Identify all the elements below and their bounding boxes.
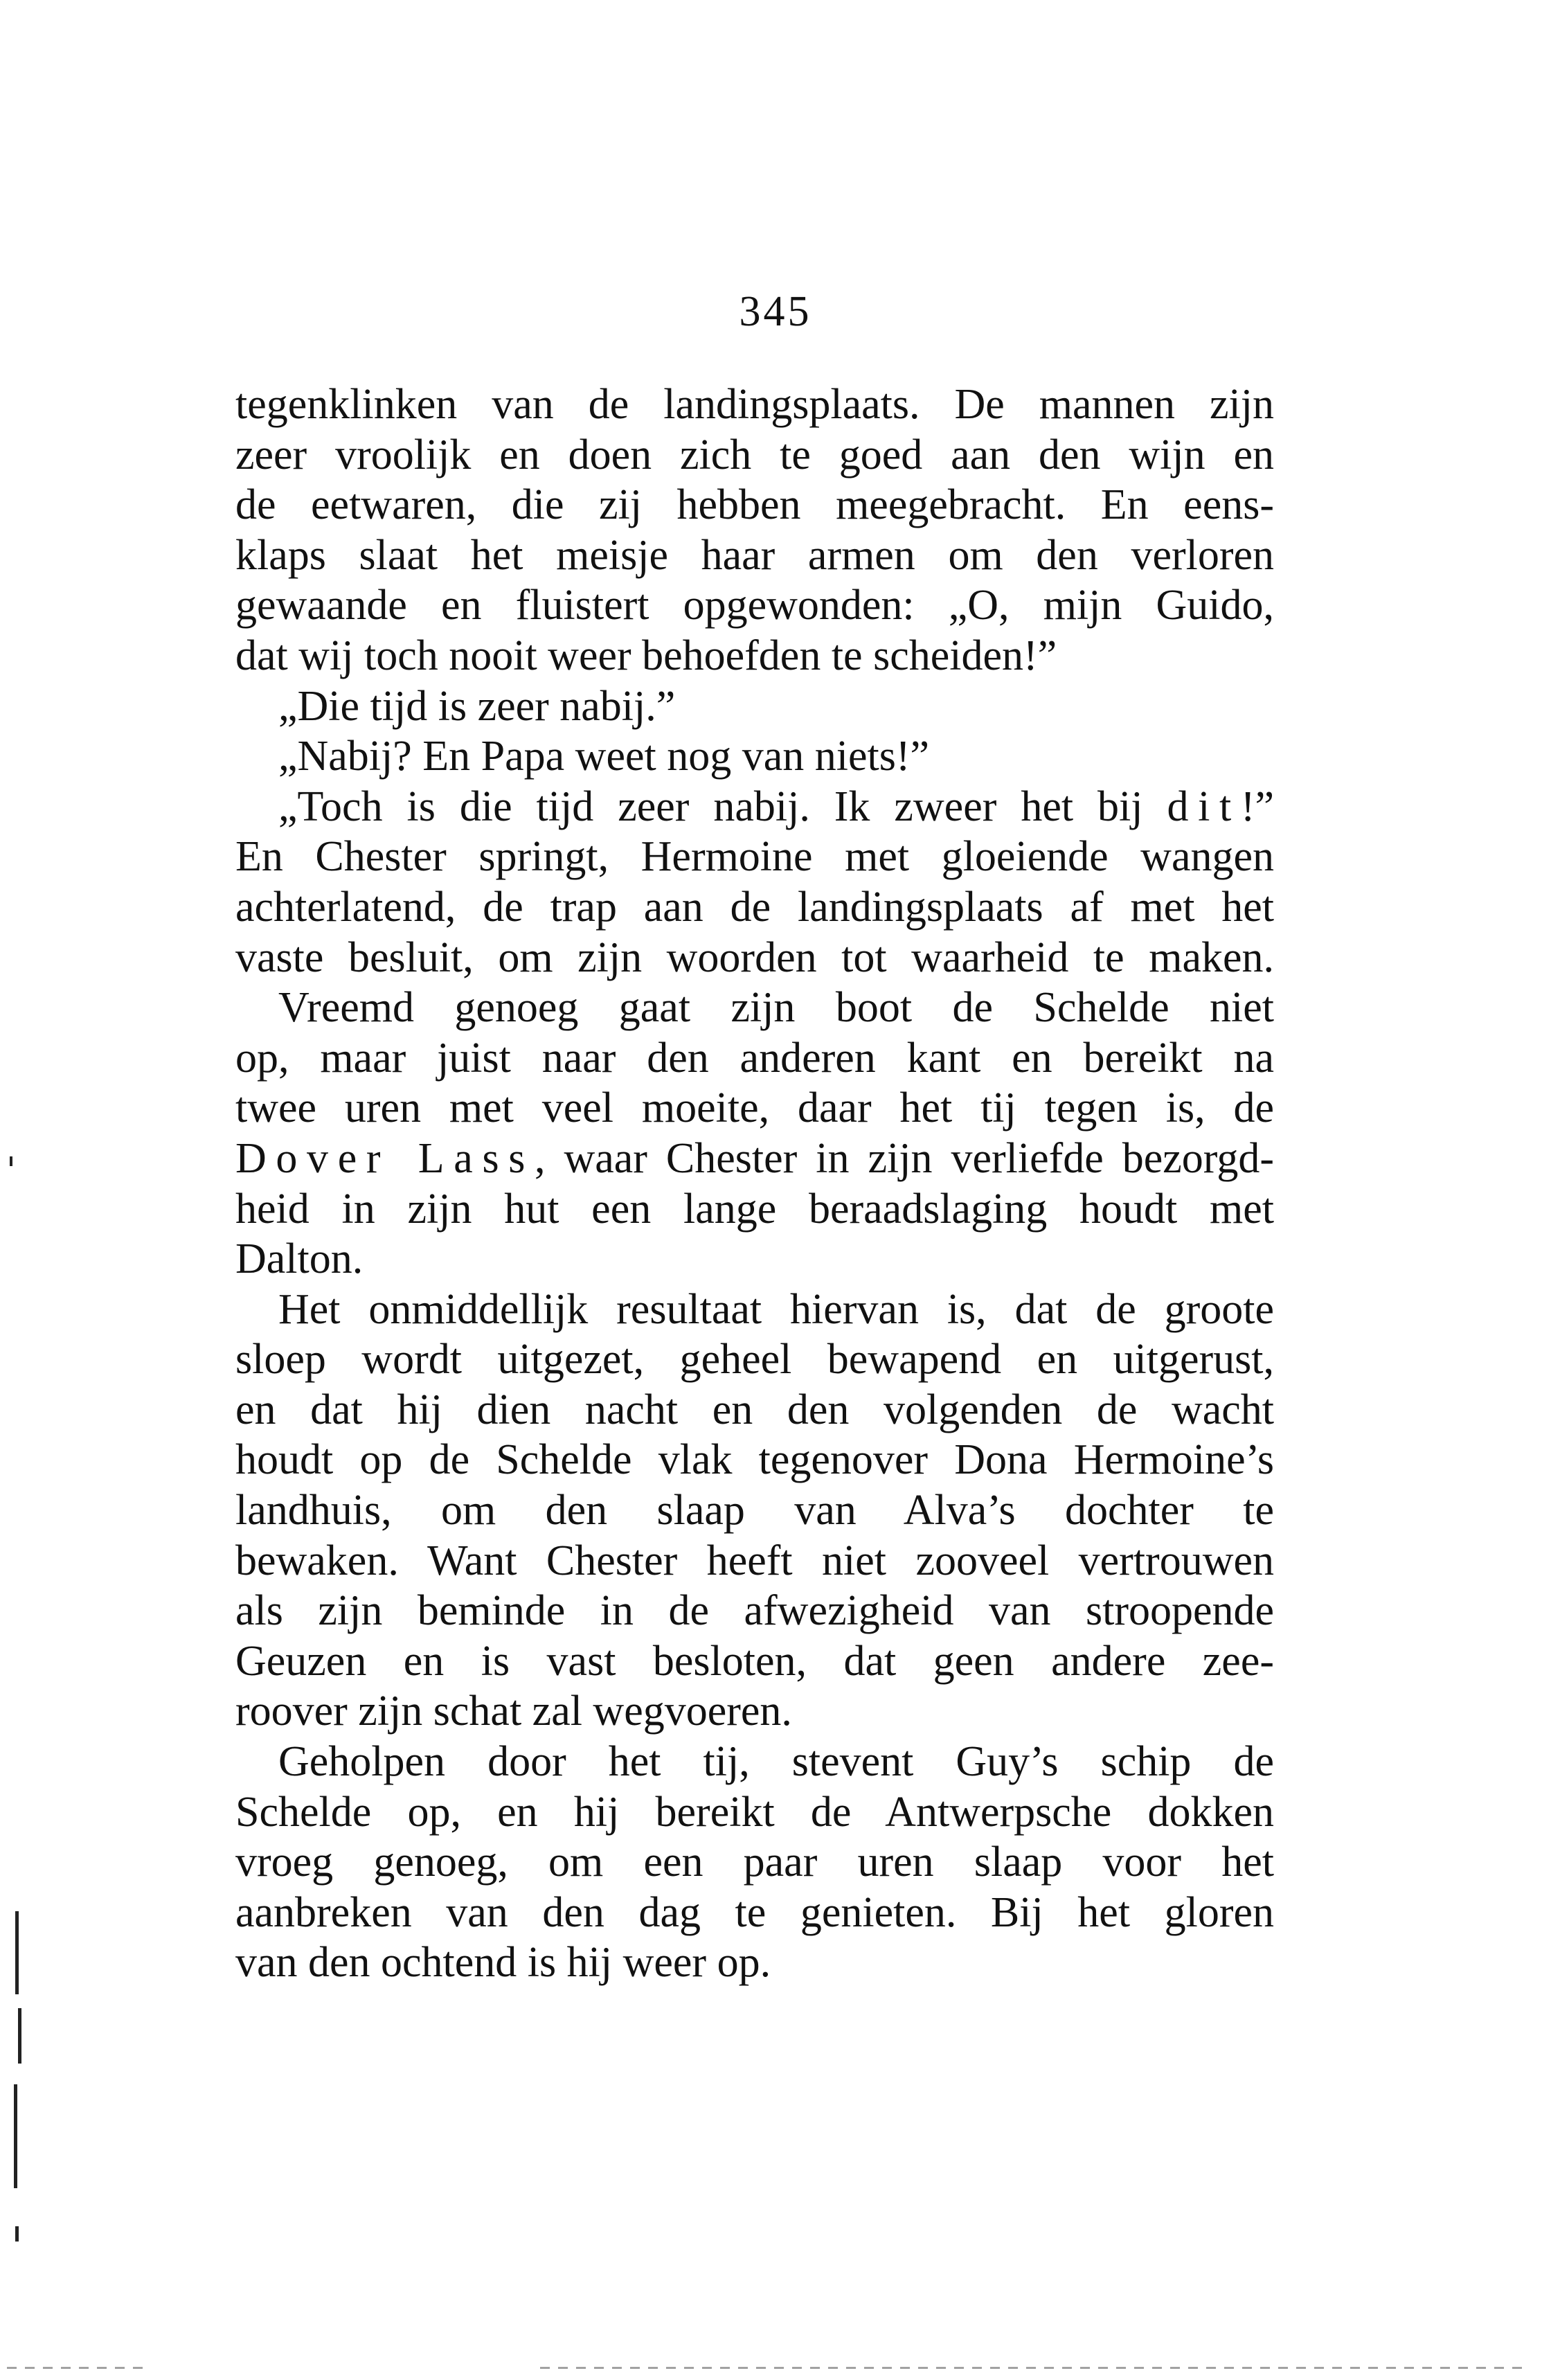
text-line: roover zijn schat zal wegvoeren. xyxy=(235,1688,792,1735)
scan-edge-artifact xyxy=(7,2367,145,2369)
text-line: Het onmiddellijk resultaat hiervan is, dat de groote xyxy=(278,1285,1274,1333)
text-line: zeer vroolijk en doen zich te goed aan den wijn en xyxy=(235,431,1274,478)
text-fragment: , waar Chester in zijn verliefde bezorgd- xyxy=(534,1134,1274,1182)
text-line: bewaken. Want Chester heeft niet zooveel vertrouwen xyxy=(235,1537,1274,1584)
text-line: landhuis, om den slaap van Alva’s dochter te xyxy=(235,1487,1274,1535)
text-line: sloep wordt uitgezet, geheel bewapend en uitgerust, xyxy=(235,1336,1274,1384)
margin-mark xyxy=(14,2084,17,2188)
text-line: Dalton. xyxy=(235,1235,364,1283)
page-number: 345 xyxy=(739,288,812,335)
text-line: Geuzen en is vast besloten, dat geen andere zee- xyxy=(235,1637,1274,1685)
text-line: tegenklinken van de landingsplaats. De mannen zijn xyxy=(235,381,1274,428)
text-line: van den ochtend is hij weer op. xyxy=(235,1939,771,1987)
text-line xyxy=(235,1134,1274,1184)
spaced-text: Dover Lass xyxy=(235,1134,535,1182)
text-line: dat wij toch nooit weer behoefden te scheiden!” xyxy=(235,632,1057,679)
text-line: houdt op de Schelde vlak tegenover Dona Hermoine’s xyxy=(235,1436,1274,1484)
margin-mark xyxy=(10,1156,12,1166)
margin-mark xyxy=(15,1911,19,1994)
text-line: aanbreken van den dag te genieten. Bij het gloren xyxy=(235,1888,1274,1936)
text-line: heid in zijn hut een lange beraadslaging houdt met xyxy=(235,1185,1274,1233)
text-line: Schelde op, en hij bereikt de Antwerpsche dokken xyxy=(235,1788,1274,1836)
text-line: vroeg genoeg, om een paar uren slaap voor het xyxy=(235,1838,1274,1886)
text-line: vaste besluit, om zijn woorden tot waarheid te maken. xyxy=(235,933,1274,981)
text-fragment: „Toch is die tijd zeer nabij. Ik zweer het bij xyxy=(278,782,1167,830)
text-line: „Nabij? En Papa weet nog van niets!” xyxy=(278,733,929,780)
text-line: En Chester springt, Hermoine met gloeiende wangen xyxy=(235,833,1274,881)
text-line: twee uren met veel moeite, daar het tij tegen is, de xyxy=(235,1084,1274,1132)
margin-mark xyxy=(18,2008,21,2064)
text-line: als zijn beminde in de afwezigheid van stroopende xyxy=(235,1587,1274,1635)
text-line: gewaande en fluistert opgewonden: „O, mijn Guido, xyxy=(235,582,1274,629)
scan-edge-artifact xyxy=(540,2367,1523,2369)
text-line: en dat hij dien nacht en den volgenden de wacht xyxy=(235,1386,1274,1433)
text-line xyxy=(235,782,1274,832)
text-line: achterlatend, de trap aan de landingsplaats af met het xyxy=(235,883,1274,931)
text-fragment: !” xyxy=(1240,782,1274,830)
spaced-text: dit xyxy=(1167,782,1241,830)
body-text xyxy=(235,379,1274,1988)
text-line: „Die tijd is zeer nabij.” xyxy=(278,682,676,730)
text-line: klaps slaat het meisje haar armen om den verloren xyxy=(235,531,1274,579)
margin-mark xyxy=(15,2226,19,2242)
text-line: de eetwaren, die zij hebben meegebracht. En eens- xyxy=(235,481,1274,529)
text-line: Geholpen door het tij, stevent Guy’s schip de xyxy=(278,1738,1274,1786)
text-line: Vreemd genoeg gaat zijn boot de Schelde niet xyxy=(278,984,1274,1032)
text-line: op, maar juist naar den anderen kant en bereikt na xyxy=(235,1034,1274,1082)
